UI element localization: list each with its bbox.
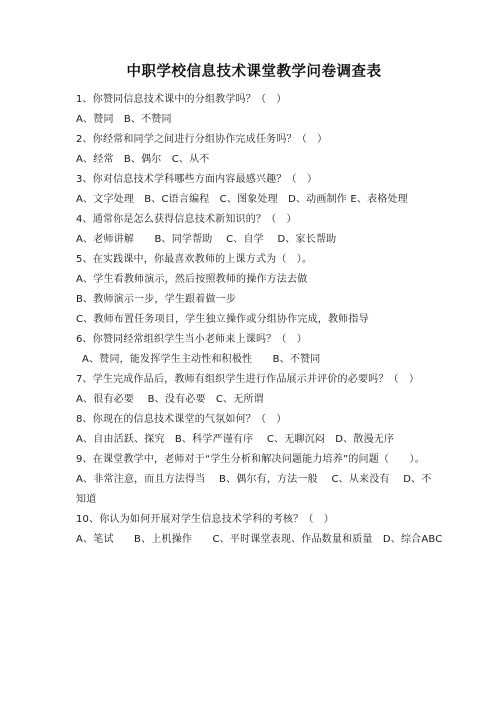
options-6: A、赞同，能发挥学生主动性和积极性 B、不赞同 xyxy=(82,354,321,365)
option-5a: A、学生看教师演示，然后按照教师的操作方法去做 xyxy=(76,274,308,285)
question-4: 4、通常你是怎么获得信息技术新知识的？（ ） xyxy=(76,214,297,225)
options-10: A、笔试 B、上机操作 C、平时课堂表现、作品数量和质量 D、综合ABC xyxy=(76,534,443,545)
question-5: 5、在实践课中，你最喜欢教师的上课方式为（ ）。 xyxy=(76,254,313,265)
option-5c: C、教师布置任务项目，学生独立操作或分组协作完成，教师指导 xyxy=(76,314,369,325)
question-6: 6、你赞同经常组织学生当小老师来上课吗？（ ） xyxy=(76,334,307,345)
question-1: 1、你赞同信息技术课中的分组教学吗？（ ） xyxy=(76,94,287,105)
options-9: A、非常注意，而且方法得当 B、偶尔有，方法一般 C、从来没有 D、不知道 xyxy=(76,474,432,505)
question-9: 9、在课堂教学中，老师对于“学生分析和解决问题能力培养”的问题（ ）。 xyxy=(76,454,425,465)
page-title: 中职学校信息技术课堂教学问卷调查表 xyxy=(126,64,382,80)
question-7: 7、学生完成作品后，教师有组织学生进行作品展示并评价的必要吗？（ ） xyxy=(76,374,420,385)
question-2: 2、你经常和同学之间进行分组协作完成任务吗？（ ） xyxy=(76,134,328,145)
options-8: A、自由活跃、探究 B、科学严谨有序 C、无聊沉闷 D、散漫无序 xyxy=(76,434,395,445)
question-3: 3、你对信息技术学科哪些方面内容最感兴趣？（ ） xyxy=(76,174,318,185)
options-2: A、经常 B、偶尔 C、从不 xyxy=(76,154,210,165)
question-10: 10、你认为如何开展对学生信息技术学科的考核？（ ） xyxy=(76,514,334,525)
question-8: 8、你现在的信息技术课堂的气氛如何？（ ） xyxy=(76,414,287,425)
options-3: A、文字处理 B、C语言编程 C、图象处理 D、动画制作 E、表格处理 xyxy=(76,194,408,205)
options-7: A、很有必要 B、没有必要 C、无所谓 xyxy=(76,394,264,405)
option-5b: B、教师演示一步，学生跟着做一步 xyxy=(76,294,237,305)
options-1: A、赞同 B、不赞同 xyxy=(76,114,172,125)
options-4: A、老师讲解 B、同学帮助 C、自学 D、家长帮助 xyxy=(76,234,337,245)
